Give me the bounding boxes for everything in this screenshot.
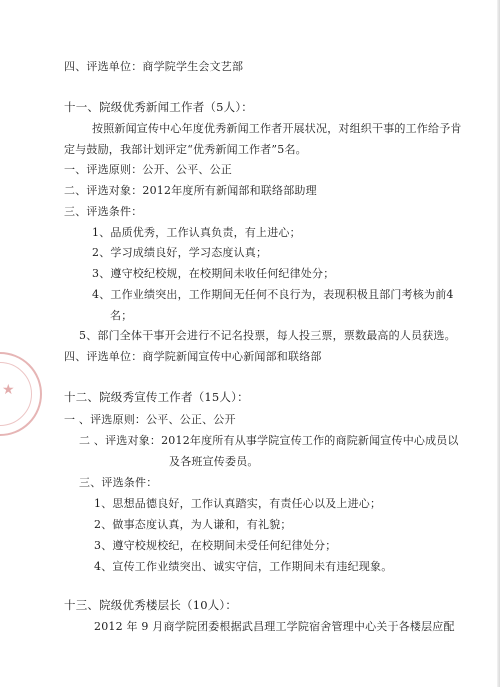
condition-item: 1、思想品德良好，工作认真踏实，有责任心以及上进心；	[94, 497, 382, 510]
list-item: 一、评选原则：公开、公平、公正	[64, 163, 232, 176]
condition-item: 1、品质优秀，工作认真负责，有上进心；	[92, 226, 301, 239]
line-evaluation-unit-news: 四、评选单位：商学院新闻宣传中心新闻部和联络部	[64, 350, 322, 363]
paragraph-line: 2012 年 9 月商学院团委根据武昌理工学院宿舍管理中心关于各楼层应配	[94, 620, 455, 633]
list-item-continuation: 及各班宣传委员。	[169, 455, 259, 468]
section-heading-news-workers: 十一、院级优秀新闻工作者（5人）：	[64, 100, 253, 114]
official-seal-icon	[0, 352, 42, 436]
section-heading-floor-leaders: 十三、院级优秀楼层长（10人）：	[64, 598, 238, 612]
condition-item: 4、宣传工作业绩突出、诚实守信，工作期间未有违纪现象。	[94, 560, 393, 573]
seal-star-icon: ★	[2, 382, 15, 398]
list-item: 二 、评选对象：2012年度所有从事学院宣传工作的商院新闻宣传中心成员以	[79, 434, 459, 447]
condition-item: 5、部门全体干事开会进行不记名投票，每人投三票，票数最高的人员获选。	[79, 329, 456, 342]
list-item: 三、评选条件：	[64, 205, 143, 218]
paragraph-line: 按照新闻宣传中心年度优秀新闻工作者开展状况，对组织干事的工作给予肯	[92, 122, 462, 135]
section-heading-publicity-workers: 十二、院级秀宣传工作者（15人）：	[64, 390, 249, 404]
line-evaluation-unit-arts: 四、评选单位：商学院学生会文艺部	[64, 60, 244, 73]
list-item: 二、评选对象：2012年度所有新闻部和联络部助理	[64, 184, 317, 197]
condition-item: 2、做事态度认真，为人谦和，有礼貌；	[94, 518, 292, 531]
list-item: 三、评选条件：	[79, 476, 158, 489]
paragraph-line: 定与鼓励，我部计划评定“优秀新闻工作者”5名。	[64, 143, 307, 156]
condition-item: 4、工作业绩突出，工作期间无任何不良行为，表现积极且部门考核为前4	[92, 288, 454, 301]
list-item: 一 、评选原则：公平、公正、公开	[64, 413, 236, 426]
condition-item: 2、学习成绩良好，学习态度认真；	[92, 246, 268, 259]
condition-item-continuation: 名；	[110, 309, 133, 322]
condition-item: 3、遵守校规校纪，在校期间未受任何纪律处分；	[94, 539, 337, 552]
condition-item: 3、遵守校纪校规，在校期间未收任何纪律处分；	[92, 267, 335, 280]
